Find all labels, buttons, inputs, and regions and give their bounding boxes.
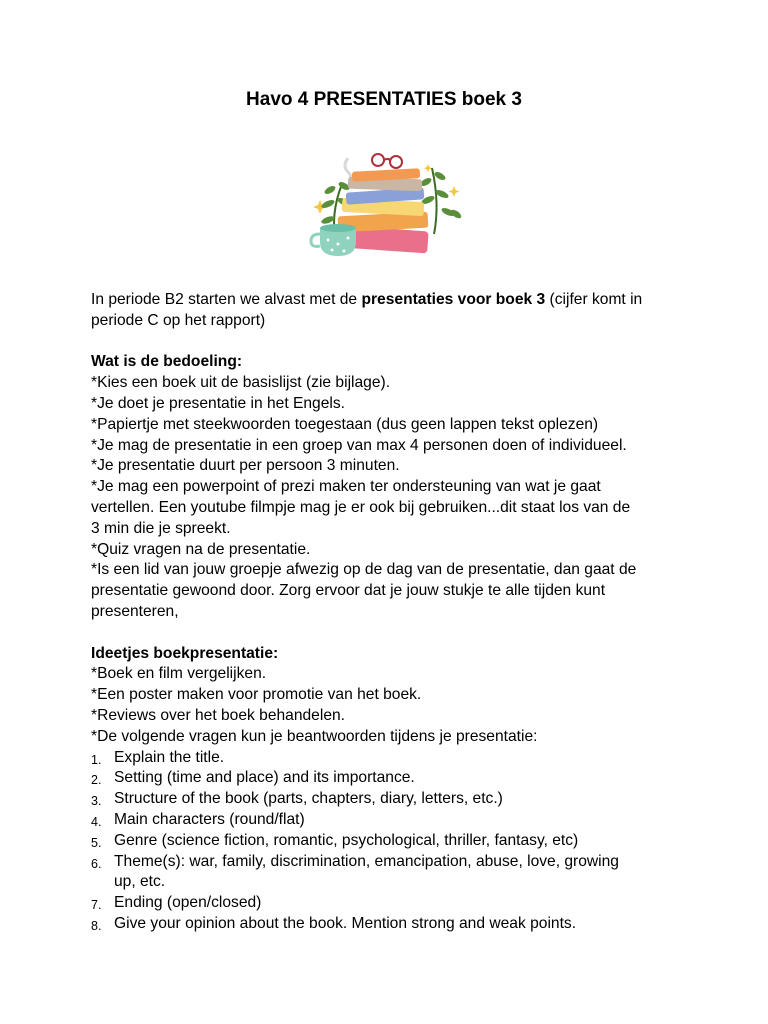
section-heading-ideetjes: Ideetjes boekpresentatie: [91, 644, 279, 662]
question-text-continued: up, etc. [114, 873, 166, 891]
bedoeling-line: 3 min die je spreekt. [91, 519, 231, 537]
bedoeling-line: *Je presentatie duurt per persoon 3 minuten. [91, 457, 400, 475]
books-stack-icon [308, 148, 468, 270]
question-number: 8. [91, 918, 102, 933]
question-item [91, 831, 691, 852]
intro-paragraph-line-2: periode C op het rapport) [91, 311, 266, 329]
question-text: Give your opinion about the book. Mention strong and weak points. [114, 914, 577, 932]
bedoeling-line: *Is een lid van jouw groepje afwezig op de dag van de presentatie, dan gaat de [91, 561, 637, 579]
spacer [91, 332, 691, 353]
bedoeling-line: *Je mag een powerpoint of prezi maken ter ondersteuning van wat je gaat [91, 478, 601, 496]
question-number: 5. [91, 835, 102, 850]
question-item [91, 768, 691, 789]
bedoeling-line: *Kies een boek uit de basislijst (zie bijlage). [91, 374, 391, 392]
ideetjes-line: *Een poster maken voor promotie van het boek. [91, 686, 422, 704]
question-number: 1. [91, 752, 102, 767]
questions-list [91, 748, 691, 935]
bedoeling-line: *Je mag de presentatie in een groep van max 4 personen doen of individueel. [91, 436, 627, 454]
question-number: 2. [91, 773, 102, 788]
spacer [91, 623, 691, 644]
question-text: Ending (open/closed) [114, 894, 262, 912]
intro-text: In periode B2 starten we alvast met de [91, 291, 362, 308]
bedoeling-line: presentatie gewoond door. Zorg ervoor dat je jouw stukje te alle tijden kunt [91, 582, 606, 600]
document-body [91, 290, 691, 935]
question-item [91, 748, 691, 769]
bedoeling-line: *Je doet je presentatie in het Engels. [91, 394, 345, 412]
question-item [91, 893, 691, 914]
question-text: Structure of the book (parts, chapters, diary, letters, etc.) [114, 790, 503, 808]
books-stack-illustration [308, 148, 468, 270]
question-number: 6. [91, 856, 102, 871]
question-number: 3. [91, 794, 102, 809]
bedoeling-line: *Quiz vragen na de presentatie. [91, 540, 311, 558]
question-text: Explain the title. [114, 748, 225, 766]
question-number: 7. [91, 898, 102, 913]
question-item [91, 852, 691, 894]
question-item [91, 810, 691, 831]
intro-emphasis: presentaties voor boek 3 [361, 291, 546, 308]
ideetjes-line: *Reviews over het boek behandelen. [91, 706, 345, 724]
bedoeling-line: vertellen. Een youtube filmpje mag je er ook bij gebruiken...dit staat los van de [91, 498, 631, 516]
bedoeling-line: *Papiertje met steekwoorden toegestaan (dus geen lappen tekst oplezen) [91, 415, 599, 433]
question-number: 4. [91, 814, 102, 829]
ideetjes-line: *Boek en film vergelijken. [91, 665, 267, 683]
page-title: Havo 4 PRESENTATIES boek 3 [246, 89, 522, 110]
question-item [91, 789, 691, 810]
question-item [91, 914, 691, 935]
question-text: Main characters (round/flat) [114, 810, 305, 828]
bedoeling-line: presenteren, [91, 602, 179, 620]
intro-text-end: (cijfer komt in [545, 291, 643, 308]
question-text: Genre (science fiction, romantic, psychological, thriller, fantasy, etc) [114, 831, 579, 849]
question-text: Theme(s): war, family, discrimination, emancipation, abuse, love, growing [114, 852, 619, 870]
question-text: Setting (time and place) and its importance. [114, 769, 415, 787]
intro-paragraph-line-1 [91, 290, 691, 311]
ideetjes-line: *De volgende vragen kun je beantwoorden tijdens je presentatie: [91, 727, 538, 745]
section-heading-bedoeling: Wat is de bedoeling: [91, 353, 243, 371]
